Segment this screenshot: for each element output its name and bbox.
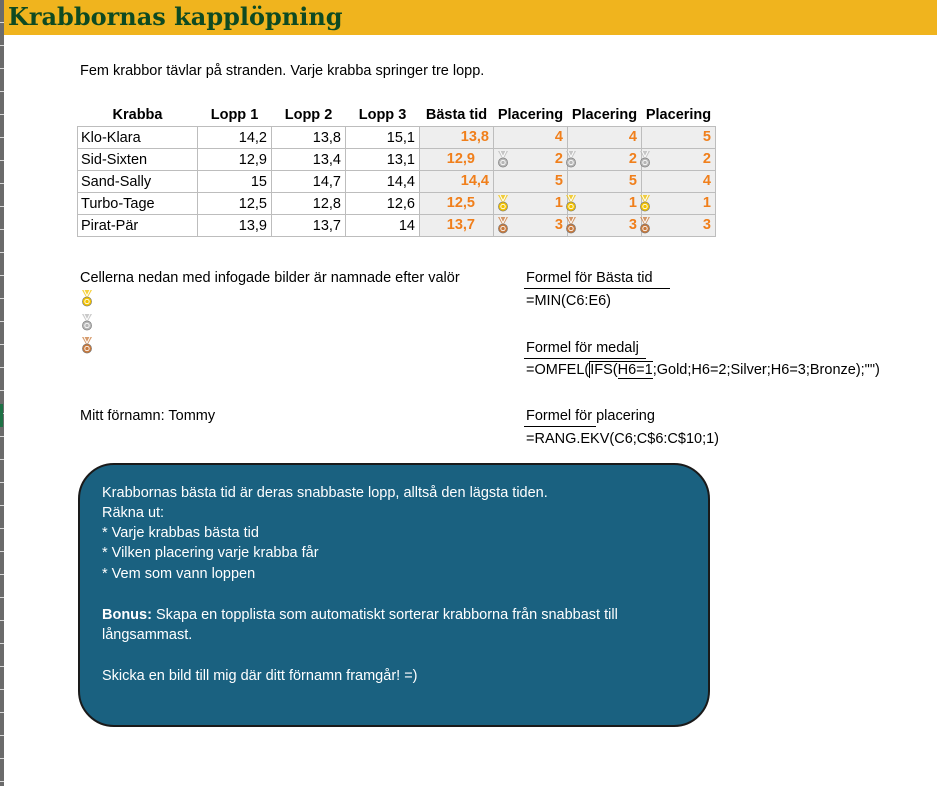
cell-value: 2 bbox=[554, 151, 563, 167]
formula-medalj: =OMFEL(IFS(H6=1;Gold;H6=2;Silver;H6=3;Bronze);"") bbox=[526, 362, 880, 378]
header-placering-2: Placering bbox=[571, 107, 638, 123]
cell-lopp3[interactable]: 14,4 bbox=[346, 171, 420, 193]
cell-lopp3[interactable]: 15,1 bbox=[346, 127, 420, 149]
ifs-highlight: IFS(H6=1 bbox=[590, 362, 653, 378]
cell-placering-1[interactable] bbox=[494, 215, 568, 237]
bronze-medal-icon[interactable] bbox=[80, 337, 94, 357]
silver-medal-icon[interactable] bbox=[80, 314, 94, 334]
cell-name[interactable]: Sand-Sally bbox=[78, 171, 198, 193]
cell-placering-2[interactable] bbox=[568, 149, 642, 171]
table-row bbox=[78, 215, 716, 237]
cell-value: 4 bbox=[628, 129, 637, 145]
table-row bbox=[78, 193, 716, 215]
header-lopp3: Lopp 3 bbox=[358, 107, 407, 123]
callout-line: Krabbornas bästa tid är deras snabbaste lopp, alltså den lägsta tiden. bbox=[102, 485, 548, 501]
row-header-strip bbox=[0, 0, 4, 786]
cell-lopp1[interactable]: 12,9 bbox=[198, 149, 272, 171]
sheet-title: Krabbornas kapplöpning bbox=[8, 2, 343, 31]
callout-bonus-cont: långsammast. bbox=[102, 627, 193, 643]
gold-medal-icon[interactable] bbox=[80, 290, 94, 310]
medal-note: Cellerna nedan med infogade bilder är namnade efter valör bbox=[80, 270, 460, 286]
race-table bbox=[77, 104, 716, 237]
cell-placering-3[interactable] bbox=[642, 127, 716, 149]
header-lopp1: Lopp 1 bbox=[210, 107, 259, 123]
cell-value: 3 bbox=[554, 217, 563, 233]
cell-placering-3[interactable] bbox=[642, 215, 716, 237]
cell-basta-tid[interactable] bbox=[420, 215, 494, 237]
cell-placering-3[interactable] bbox=[642, 193, 716, 215]
cell-value: 1 bbox=[628, 195, 637, 211]
cell-placering-2[interactable] bbox=[568, 215, 642, 237]
header-lopp2: Lopp 2 bbox=[284, 107, 333, 123]
callout-line: * Vilken placering varje krabba får bbox=[102, 545, 319, 561]
table-row bbox=[78, 171, 716, 193]
cell-value: 13,8 bbox=[460, 129, 489, 145]
cell-placering-3[interactable] bbox=[642, 149, 716, 171]
cell-value: 1 bbox=[554, 195, 563, 211]
formula-title-medalj: Formel för medalj bbox=[526, 340, 639, 356]
formula-title-placering: Formel för placering bbox=[526, 408, 655, 424]
cell-lopp3[interactable]: 13,1 bbox=[346, 149, 420, 171]
cell-lopp2[interactable]: 14,7 bbox=[272, 171, 346, 193]
formula-placering: =RANG.EKV(C6;C$6:C$10;1) bbox=[526, 431, 720, 447]
table-header-row bbox=[78, 104, 716, 127]
cell-placering-1[interactable] bbox=[494, 193, 568, 215]
cell-value: 4 bbox=[702, 173, 711, 189]
cell-placering-1[interactable] bbox=[494, 149, 568, 171]
cell-basta-tid[interactable] bbox=[420, 171, 494, 193]
cell-lopp1[interactable]: 13,9 bbox=[198, 215, 272, 237]
cell-placering-3[interactable] bbox=[642, 171, 716, 193]
cell-lopp1[interactable]: 14,2 bbox=[198, 127, 272, 149]
cell-value: 5 bbox=[628, 173, 637, 189]
callout-line: * Vem som vann loppen bbox=[102, 566, 256, 582]
cell-lopp2[interactable]: 13,8 bbox=[272, 127, 346, 149]
selected-row-indicator bbox=[0, 404, 3, 427]
cell-value: 12,9 bbox=[446, 151, 475, 167]
cell-value: 2 bbox=[628, 151, 637, 167]
cell-value: 3 bbox=[702, 217, 711, 233]
cell-placering-2[interactable] bbox=[568, 127, 642, 149]
cell-placering-1[interactable] bbox=[494, 127, 568, 149]
header-basta-tid: Bästa tid bbox=[425, 107, 488, 123]
table-row bbox=[78, 149, 716, 171]
cell-name[interactable]: Pirat-Pär bbox=[78, 215, 198, 237]
cell-value: 3 bbox=[628, 217, 637, 233]
firstname-text: Mitt förnamn: Tommy bbox=[80, 408, 216, 424]
cell-name[interactable]: Sid-Sixten bbox=[78, 149, 198, 171]
formula-basta-tid: =MIN(C6:E6) bbox=[526, 293, 612, 309]
cell-lopp2[interactable]: 12,8 bbox=[272, 193, 346, 215]
title-bar bbox=[4, 0, 937, 35]
cell-value: 13,7 bbox=[446, 217, 475, 233]
cell-placering-1[interactable] bbox=[494, 171, 568, 193]
cell-value: 5 bbox=[702, 129, 711, 145]
callout-closing: Skicka en bild till mig där ditt förnamn framgår! =) bbox=[102, 668, 418, 684]
formula-title-basta-tid: Formel för Bästa tid bbox=[526, 270, 653, 286]
cell-name[interactable]: Turbo-Tage bbox=[78, 193, 198, 215]
cell-value: 14,4 bbox=[460, 173, 489, 189]
callout-line: Räkna ut: bbox=[102, 505, 165, 521]
cell-basta-tid[interactable] bbox=[420, 149, 494, 171]
cell-lopp2[interactable]: 13,7 bbox=[272, 215, 346, 237]
cell-lopp1[interactable]: 12,5 bbox=[198, 193, 272, 215]
instruction-callout[interactable] bbox=[78, 463, 710, 727]
cell-basta-tid[interactable] bbox=[420, 127, 494, 149]
cell-basta-tid[interactable] bbox=[420, 193, 494, 215]
cell-lopp3[interactable]: 12,6 bbox=[346, 193, 420, 215]
cell-value: 12,5 bbox=[446, 195, 475, 211]
header-krabba: Krabba bbox=[112, 107, 163, 123]
cell-placering-2[interactable] bbox=[568, 193, 642, 215]
cell-value: 1 bbox=[702, 195, 711, 211]
cell-value: 4 bbox=[554, 129, 563, 145]
header-placering-3: Placering bbox=[645, 107, 712, 123]
cell-lopp3[interactable]: 14 bbox=[346, 215, 420, 237]
cell-name[interactable]: Klo-Klara bbox=[78, 127, 198, 149]
table-row bbox=[78, 127, 716, 149]
cell-lopp1[interactable]: 15 bbox=[198, 171, 272, 193]
callout-line: * Varje krabbas bästa tid bbox=[102, 525, 259, 541]
cell-value: 2 bbox=[702, 151, 711, 167]
cell-value: 5 bbox=[554, 173, 563, 189]
cell-lopp2[interactable]: 13,4 bbox=[272, 149, 346, 171]
header-placering-1: Placering bbox=[497, 107, 564, 123]
cell-placering-2[interactable] bbox=[568, 171, 642, 193]
intro-text: Fem krabbor tävlar på stranden. Varje krabba springer tre lopp. bbox=[80, 63, 485, 79]
callout-bonus: Bonus: Skapa en topplista som automatiskt sorterar krabborna från snabbast till bbox=[102, 607, 618, 623]
